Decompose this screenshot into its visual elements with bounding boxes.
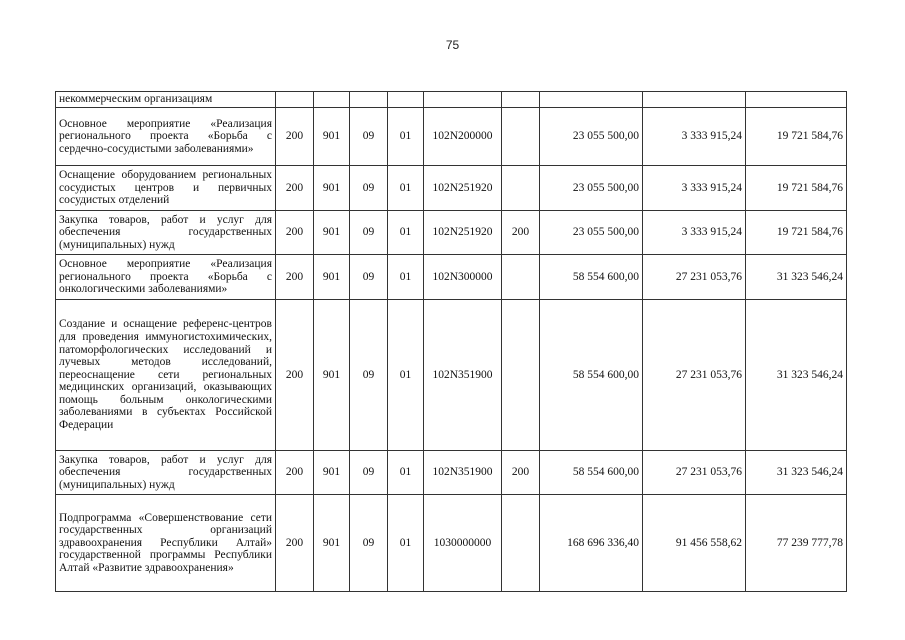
dept-cell-text	[317, 92, 346, 103]
row-name-text: Основное мероприятие «Реализация регионального проекта «Борьба с сердечно-сосудистыми заболеваниями»	[59, 117, 272, 155]
section-cell-text: 09	[362, 466, 375, 479]
dept-cell-text: 901	[322, 270, 341, 283]
subsection-cell-text: 01	[399, 226, 412, 239]
row-name-text: Закупка товаров, работ и услуг для обеспечения государственных (муниципальных) нужд	[59, 453, 272, 491]
amount-executed-cell	[643, 211, 746, 255]
grbs-cell-text: 200	[285, 181, 304, 194]
budget-table	[55, 91, 847, 592]
expense-type-cell-text	[505, 92, 536, 103]
target-code-cell	[424, 255, 502, 300]
section-cell	[350, 211, 388, 255]
target-code-cell-text	[427, 92, 498, 103]
table-row	[56, 92, 847, 108]
amount-executed-cell-text: 27 231 053,76	[675, 466, 742, 479]
grbs-cell	[276, 451, 314, 495]
amount-executed-cell	[643, 451, 746, 495]
target-code-cell-text: 102N300000	[432, 270, 493, 283]
amount-remaining-cell	[746, 211, 847, 255]
row-name	[56, 255, 276, 300]
row-name-text: Закупка товаров, работ и услуг для обеспечения государственных (муниципальных) нужд	[59, 213, 272, 251]
expense-type-cell	[502, 211, 540, 255]
amount-executed-cell	[643, 108, 746, 166]
amount-executed-cell	[643, 495, 746, 592]
subsection-cell	[388, 166, 424, 211]
expense-type-cell-text: 200	[511, 226, 530, 239]
target-code-cell-text: 102N351900	[432, 466, 493, 479]
dept-cell-text: 901	[322, 181, 341, 194]
expense-type-cell	[502, 300, 540, 451]
section-cell-text: 09	[362, 226, 375, 239]
amount-total-cell-text: 23 055 500,00	[572, 130, 639, 143]
grbs-cell	[276, 211, 314, 255]
amount-remaining-cell-text: 19 721 584,76	[776, 226, 843, 239]
amount-remaining-cell	[746, 108, 847, 166]
amount-remaining-cell	[746, 255, 847, 300]
section-cell	[350, 300, 388, 451]
grbs-cell	[276, 166, 314, 211]
amount-remaining-cell-text: 19 721 584,76	[776, 130, 843, 143]
expense-type-cell	[502, 108, 540, 166]
target-code-cell	[424, 495, 502, 592]
amount-remaining-cell	[746, 495, 847, 592]
table-row	[56, 166, 847, 211]
amount-executed-cell-text: 3 333 915,24	[681, 130, 742, 143]
amount-remaining-cell-text: 19 721 584,76	[776, 181, 843, 194]
subsection-cell-text: 01	[399, 466, 412, 479]
amount-total-cell	[540, 255, 643, 300]
amount-executed-cell	[643, 166, 746, 211]
amount-remaining-cell	[746, 451, 847, 495]
amount-executed-cell-text: 91 456 558,62	[675, 536, 742, 549]
amount-total-cell-text: 58 554 600,00	[572, 368, 639, 381]
dept-cell-text: 901	[322, 130, 341, 143]
section-cell-text: 09	[362, 368, 375, 381]
subsection-cell-text: 01	[399, 130, 412, 143]
dept-cell	[314, 92, 350, 108]
section-cell-text: 09	[362, 536, 375, 549]
row-name-text: Оснащение оборудованием региональных сосудистых центров и первичных сосудистых отделений	[59, 169, 272, 207]
amount-total-cell	[540, 108, 643, 166]
subsection-cell	[388, 495, 424, 592]
amount-total-cell	[540, 211, 643, 255]
row-name	[56, 451, 276, 495]
amount-executed-cell-text: 3 333 915,24	[681, 226, 742, 239]
amount-total-cell-text: 58 554 600,00	[572, 270, 639, 283]
page-number: 75	[445, 38, 460, 52]
amount-executed-cell	[643, 92, 746, 108]
amount-executed-cell	[643, 255, 746, 300]
row-name	[56, 211, 276, 255]
table-body	[56, 92, 847, 592]
target-code-cell-text: 102N251920	[432, 181, 493, 194]
amount-executed-cell-text: 3 333 915,24	[681, 181, 742, 194]
section-cell-text: 09	[362, 181, 375, 194]
amount-total-cell	[540, 451, 643, 495]
table-row	[56, 108, 847, 166]
row-name	[56, 92, 276, 108]
grbs-cell-text	[279, 92, 310, 103]
section-cell	[350, 495, 388, 592]
target-code-cell-text: 102N251920	[432, 226, 493, 239]
grbs-cell-text: 200	[285, 270, 304, 283]
amount-total-cell-text: 23 055 500,00	[572, 181, 639, 194]
row-name	[56, 108, 276, 166]
section-cell	[350, 108, 388, 166]
subsection-cell-text: 01	[399, 368, 412, 381]
target-code-cell	[424, 108, 502, 166]
subsection-cell	[388, 92, 424, 108]
section-cell	[350, 255, 388, 300]
target-code-cell	[424, 166, 502, 211]
expense-type-cell	[502, 166, 540, 211]
dept-cell	[314, 255, 350, 300]
row-name	[56, 495, 276, 592]
section-cell	[350, 166, 388, 211]
dept-cell	[314, 211, 350, 255]
amount-executed-cell-text	[646, 92, 742, 103]
amount-total-cell-text: 23 055 500,00	[572, 226, 639, 239]
amount-total-cell	[540, 495, 643, 592]
subsection-cell-text: 01	[399, 270, 412, 283]
target-code-cell	[424, 211, 502, 255]
subsection-cell-text: 01	[399, 536, 412, 549]
expense-type-cell	[502, 451, 540, 495]
row-name	[56, 166, 276, 211]
section-cell	[350, 92, 388, 108]
table-row	[56, 451, 847, 495]
grbs-cell	[276, 108, 314, 166]
expense-type-cell	[502, 495, 540, 592]
subsection-cell-text	[391, 92, 420, 103]
amount-executed-cell-text: 27 231 053,76	[675, 270, 742, 283]
dept-cell-text: 901	[322, 226, 341, 239]
row-name-text: Подпрограмма «Совершенствование сети государственных организаций здравоохранения Республики Алтай» государственной программы Республики Алтай «Развитие здравоохранения»	[59, 511, 272, 574]
target-code-cell-text: 102N351900	[432, 368, 493, 381]
amount-remaining-cell-text: 77 239 777,78	[776, 536, 843, 549]
dept-cell	[314, 495, 350, 592]
grbs-cell-text: 200	[285, 536, 304, 549]
expense-type-cell	[502, 255, 540, 300]
dept-cell	[314, 108, 350, 166]
table-row	[56, 211, 847, 255]
amount-remaining-cell	[746, 300, 847, 451]
amount-remaining-cell-text	[749, 92, 843, 103]
amount-executed-cell	[643, 300, 746, 451]
subsection-cell	[388, 108, 424, 166]
subsection-cell	[388, 255, 424, 300]
target-code-cell-text: 102N200000	[432, 130, 493, 143]
amount-total-cell	[540, 166, 643, 211]
dept-cell	[314, 451, 350, 495]
amount-remaining-cell	[746, 92, 847, 108]
subsection-cell	[388, 211, 424, 255]
expense-type-cell-text: 200	[511, 466, 530, 479]
table-row	[56, 300, 847, 451]
dept-cell-text: 901	[322, 536, 341, 549]
row-name	[56, 300, 276, 451]
row-name-text: Создание и оснащение референс-центров для проведения иммуногистохимических, патоморфологических исследований и лучевых методов исследований, переоснащение сети региональных медицинских организаций, оказывающих помощь больным онкологическими заболеваниями в субъектах Российской Федерации	[59, 318, 272, 432]
amount-remaining-cell-text: 31 323 546,24	[776, 270, 843, 283]
amount-remaining-cell-text: 31 323 546,24	[776, 466, 843, 479]
subsection-cell-text: 01	[399, 181, 412, 194]
grbs-cell	[276, 92, 314, 108]
target-code-cell	[424, 451, 502, 495]
section-cell-text	[353, 92, 384, 103]
amount-total-cell	[540, 300, 643, 451]
section-cell-text: 09	[362, 130, 375, 143]
grbs-cell-text: 200	[285, 226, 304, 239]
target-code-cell-text: 1030000000	[433, 536, 492, 549]
target-code-cell	[424, 92, 502, 108]
row-name-text: некоммерческим организациям	[59, 94, 213, 105]
section-cell-text: 09	[362, 270, 375, 283]
grbs-cell	[276, 300, 314, 451]
amount-remaining-cell	[746, 166, 847, 211]
dept-cell-text: 901	[322, 368, 341, 381]
grbs-cell	[276, 255, 314, 300]
amount-executed-cell-text: 27 231 053,76	[675, 368, 742, 381]
dept-cell	[314, 300, 350, 451]
subsection-cell	[388, 451, 424, 495]
grbs-cell	[276, 495, 314, 592]
amount-total-cell-text: 168 696 336,40	[567, 536, 639, 549]
subsection-cell	[388, 300, 424, 451]
section-cell	[350, 451, 388, 495]
amount-total-cell-text	[543, 92, 639, 103]
expense-type-cell	[502, 92, 540, 108]
target-code-cell	[424, 300, 502, 451]
grbs-cell-text: 200	[285, 130, 304, 143]
table-row	[56, 255, 847, 300]
grbs-cell-text: 200	[285, 466, 304, 479]
dept-cell	[314, 166, 350, 211]
table-row	[56, 495, 847, 592]
amount-total-cell-text: 58 554 600,00	[572, 466, 639, 479]
amount-remaining-cell-text: 31 323 546,24	[776, 368, 843, 381]
dept-cell-text: 901	[322, 466, 341, 479]
grbs-cell-text: 200	[285, 368, 304, 381]
row-name-text: Основное мероприятие «Реализация регионального проекта «Борьба с онкологическими заболеваниями»	[59, 258, 272, 296]
amount-total-cell	[540, 92, 643, 108]
